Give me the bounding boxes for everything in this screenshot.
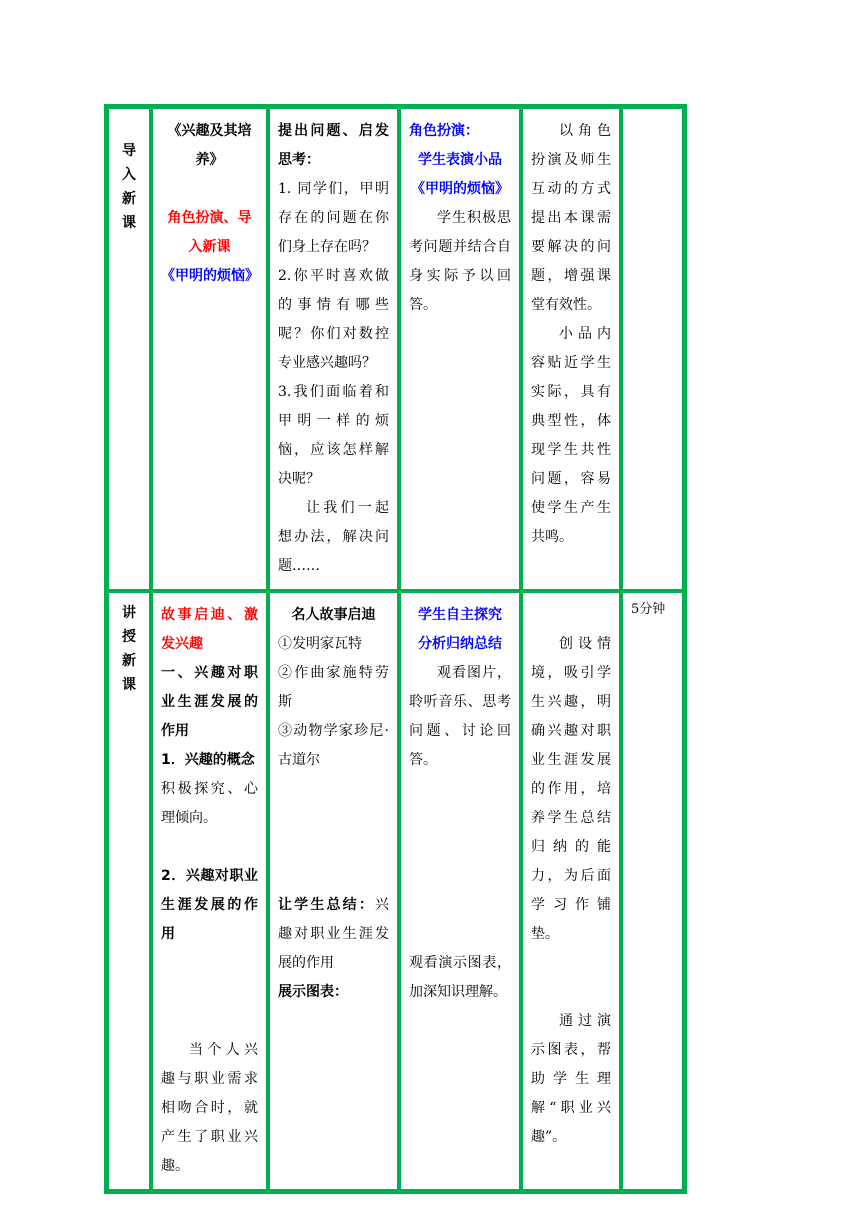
table-row <box>107 107 684 591</box>
skit-title: 《甲明的烦恼》 <box>161 268 259 284</box>
content-cell <box>151 107 268 591</box>
concept-text: 当个人兴趣与职业需求相吻合时，就产生了职业兴趣。 <box>161 1042 258 1174</box>
stage-char: 讲 <box>122 605 136 621</box>
chart-heading: 展示图表： <box>278 984 348 1000</box>
section-heading: 一、兴趣对职业生涯发展的作用 <box>161 665 258 739</box>
subsection-heading: 1．兴趣的概念 <box>161 752 255 768</box>
stage-char: 导 <box>122 143 136 159</box>
intent-cell <box>521 591 621 1191</box>
student-text: 学生积极思考问题并结合自身实际予以回答。 <box>409 210 511 313</box>
concept-text: 积极探究、心理倾向。 <box>161 781 258 826</box>
story-item: ③动物学家珍尼·古道尔 <box>278 723 389 768</box>
skit-title: 《甲明的烦恼》 <box>411 181 509 197</box>
stage-char: 入 <box>122 167 136 183</box>
student-cell <box>399 107 521 591</box>
stage-char: 课 <box>122 677 136 693</box>
time-cell: 5分钟 <box>621 591 684 1191</box>
question-1: 1. 同学们，甲明存在的问题在你们身上存在吗？ <box>278 181 389 255</box>
stage-char: 新 <box>122 653 136 669</box>
student-subheading: 学生自主探究 <box>418 607 502 623</box>
story-item: ②作曲家施特劳斯 <box>278 665 389 710</box>
student-heading: 角色扮演： <box>409 123 479 139</box>
subsection-heading: 2．兴趣对职业生涯发展的作用 <box>161 868 258 942</box>
question-3: 3.我们面临着和甲明一样的烦恼，应该怎样解决呢？ <box>278 384 389 487</box>
summary-text: 兴趣对职业生涯发展的作用 <box>278 897 389 971</box>
teacher-cell <box>268 591 399 1191</box>
summary-label: 让学生总结： <box>278 897 375 913</box>
lesson-plan-table <box>104 104 687 1194</box>
student-subheading: 学生表演小品 <box>418 152 502 168</box>
activity-heading: 角色扮演、导入新课 <box>167 210 252 255</box>
lesson-title: 《兴趣及其培养》 <box>167 123 252 168</box>
stage-char: 课 <box>122 215 136 231</box>
story-item: ①发明家瓦特 <box>278 636 362 652</box>
stage-char: 授 <box>122 629 136 645</box>
student-text: 观看图片，聆听音乐、思考问题、讨论回答。 <box>409 665 511 768</box>
student-text: 观看演示图表，加深知识理解。 <box>409 955 511 1000</box>
intent-text: 通过演示图表，帮助学生理解“职业兴趣”。 <box>531 1013 611 1145</box>
time-cell <box>621 107 684 591</box>
intent-cell <box>521 107 621 591</box>
student-cell <box>399 591 521 1191</box>
question-2: 2.你平时喜欢做的事情有哪些呢？你们对数控专业感兴趣吗？ <box>278 268 389 371</box>
intent-text: 创设情境，吸引学生兴趣，明确兴趣对职业生涯发展的作用，培养学生总结归纳的能力，为后面学习作铺垫。 <box>531 636 611 942</box>
table-row <box>107 591 684 1191</box>
stage-cell <box>107 107 151 591</box>
teacher-heading: 名人故事启迪 <box>291 607 376 623</box>
content-cell <box>151 591 268 1191</box>
summary-prompt <box>278 891 389 978</box>
intent-text: 小品内容贴近学生实际，具有典型性，体现学生共性问题，容易使学生产生共鸣。 <box>531 326 611 545</box>
stage-char: 新 <box>122 191 136 207</box>
teacher-heading: 提出问题、启发思考： <box>278 123 389 168</box>
activity-heading: 故事启迪、激发兴趣 <box>161 607 258 652</box>
intent-text: 以角色扮演及师生互动的方式提出本课需要解决的问题，增强课堂有效性。 <box>531 123 611 313</box>
student-subheading: 分析归纳总结 <box>418 636 502 652</box>
stage-cell <box>107 591 151 1191</box>
teacher-closing: 让我们一起想办法，解决问题…… <box>278 500 389 574</box>
teacher-cell <box>268 107 399 591</box>
